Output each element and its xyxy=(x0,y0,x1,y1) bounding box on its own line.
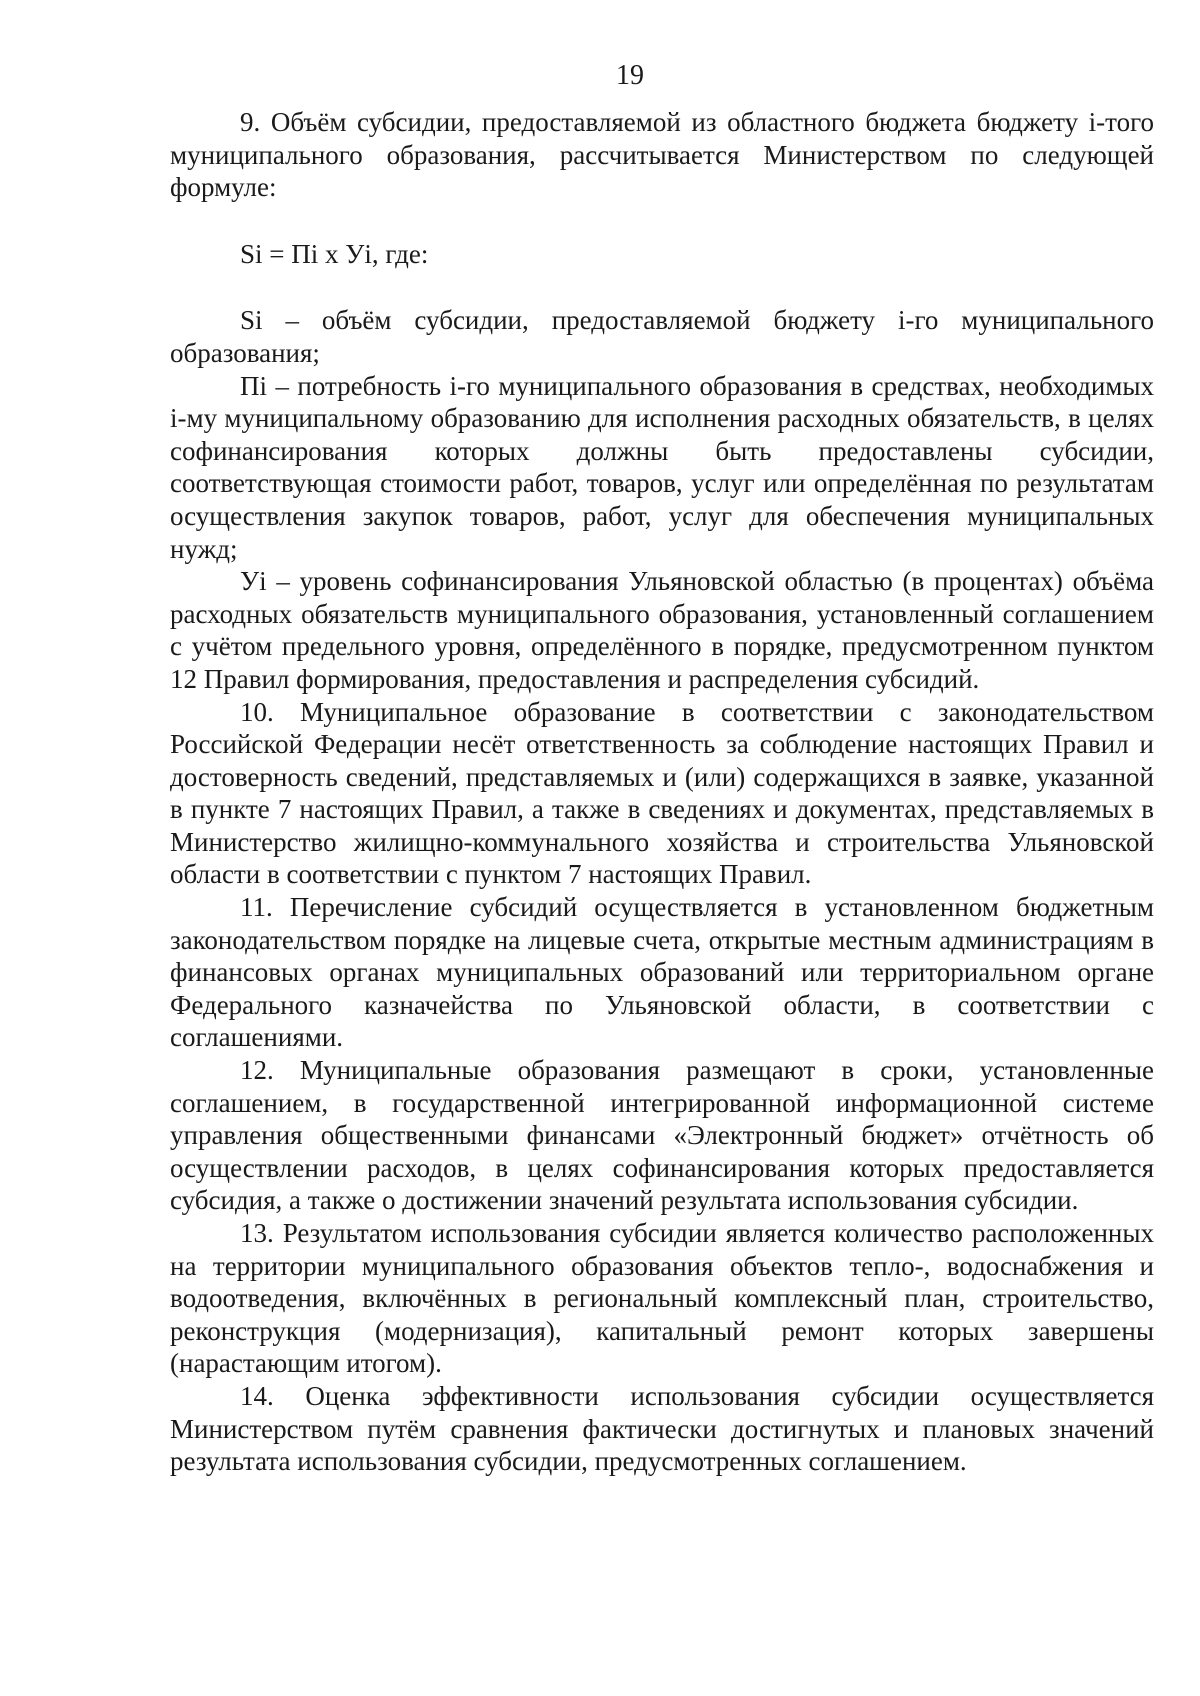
paragraph-12: 12. Муниципальные образования размещают в сроки, установленные соглашением, в государственной интегрированной информационной системе управления общественными финансами «Электронный бюджет» отчётность об осуществлении расходов, в целях софинансирования которых предоставляется субсидия, а также о достижении значений результата использования субсидии. xyxy=(170,1055,1154,1216)
paragraph-10: 10. Муниципальное образование в соответствии с законодательством Российской Федерации несёт ответственность за соблюдение настоящих Правил и достоверность сведений, представляемых и (или) содержащихся в заявке, указанной в пункте 7 настоящих Правил, а также в сведениях и документах, представляемых в Министерство жилищно-коммунального хозяйства и строительства Ульяновской области в соответствии с пунктом 7 настоящих Правил. xyxy=(170,696,1154,890)
paragraph-11: 11. Перечисление субсидий осуществляется в установленном бюджетным законодательством порядке на лицевые счета, открытые местным администрациям в финансовых органах муниципальных образований или территориальном органе Федерального казначейства по Ульяновской области, в соответствии с соглашениями. xyxy=(170,892,1154,1053)
definition-si: Si – объём субсидии, предоставляемой бюджету i-го муниципального образования; xyxy=(170,305,1154,368)
page-number: 19 xyxy=(616,60,644,91)
document-body xyxy=(170,106,1154,1478)
paragraph-14: 14. Оценка эффективности использования субсидии осуществляется Министерством путём сравнения фактически достигнутых и плановых значений результата использования субсидии, предусмотренных соглашением. xyxy=(170,1380,1154,1477)
definition-pi: Пi – потребность i-го муниципального образования в средствах, необходимых i-му муниципальному образованию для исполнения расходных обязательств, в целях софинансирования которых должны быть предоставлены субсидии, соответствующая стоимости работ, товаров, услуг или определённая по результатам осуществления закупок товаров, работ, услуг для обеспечения муниципальных нужд; xyxy=(170,370,1154,564)
formula: Si = Пi х Уi, где: xyxy=(240,238,429,269)
definition-ui: Уi – уровень софинансирования Ульяновской областью (в процентах) объёма расходных обязательств муниципального образования, установленный соглашением с учётом предельного уровня, определённого в порядке, предусмотренном пунктом 12 Правил формирования, предоставления и распределения субсидий. xyxy=(170,566,1154,694)
paragraph-13: 13. Результатом использования субсидии является количество расположенных на территории муниципального образования объектов тепло-, водоснабжения и водоотведения, включённых в региональный комплексный план, строительство, реконструкция (модернизация), капитальный ремонт которых завершены (нарастающим итогом). xyxy=(170,1218,1154,1379)
paragraph-9: 9. Объём субсидии, предоставляемой из областного бюджета бюджету i-того муниципального образования, рассчитывается Министерством по следующей формуле: xyxy=(170,107,1154,203)
